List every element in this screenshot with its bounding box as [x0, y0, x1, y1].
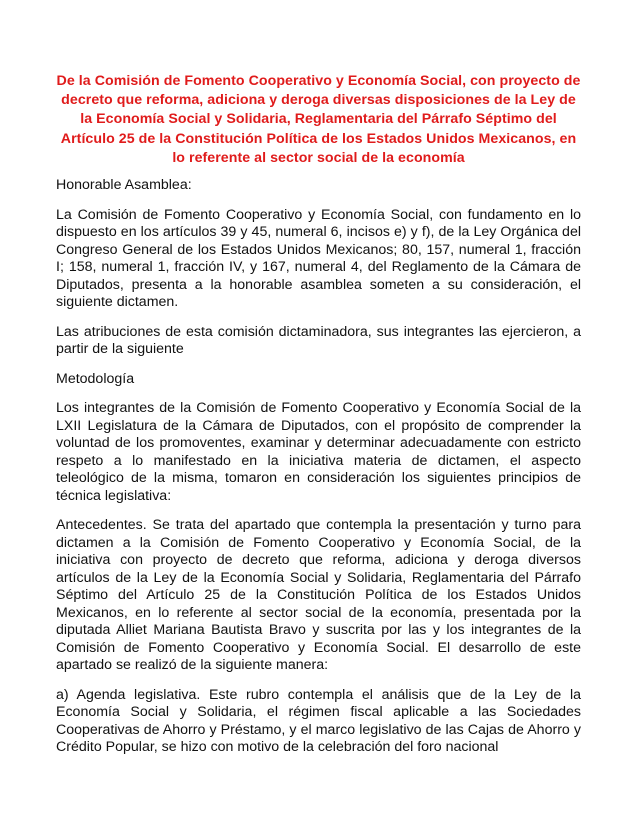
section-heading-metodologia: Metodología	[56, 370, 135, 387]
body-paragraph: La Comisión de Fomento Cooperativo y Economía Social, con fundamento en lo dispuesto en los artículos 39 y 45, numeral 6, incisos e) y f), de la Ley Orgánica del Congreso General de los Estados Unidos Mexicanos; 80, 157, numeral 1, fracción I; 158, numeral 1, fracción IV, y 167, numeral 4, del Reglamento de la Cámara de Diputados, presenta a la honorable asamblea someten a su consideración, el siguiente dictamen.	[56, 206, 581, 311]
body-paragraph: Las atribuciones de esta comisión dictaminadora, sus integrantes las ejercieron, a partir de la siguiente	[56, 323, 581, 358]
document-title: De la Comisión de Fomento Cooperativo y Economía Social, con proyecto de decreto que reforma, adiciona y deroga diversas disposiciones de la Ley de la Economía Social y Solidaria, Reglamentaria del Párrafo Séptimo del Artículo 25 de la Constitución Política de los Estados Unidos Mexicanos, en lo referente al sector social de la economía	[56, 73, 581, 166]
body-paragraph: a) Agenda legislativa. Este rubro contempla el análisis que de la Ley de la Economía Social y Solidaria, el régimen fiscal aplicable a las Sociedades Cooperativas de Ahorro y Préstamo, y el marco legislativo de las Cajas de Ahorro y Crédito Popular, se hizo con motivo de la celebración del foro nacional	[56, 686, 581, 756]
document-page	[56, 72, 581, 757]
body-paragraph: Los integrantes de la Comisión de Fomento Cooperativo y Economía Social de la LXII Legislatura de la Cámara de Diputados, con el propósito de comprender la voluntad de los promoventes, examinar y determinar adecuadamente con estricto respeto a lo manifestado en la iniciativa materia de dictamen, el aspecto teleológico de la misma, tomaron en consideración los siguientes principios de técnica legislativa:	[56, 400, 581, 504]
body-paragraph: Antecedentes. Se trata del apartado que contempla la presentación y turno para dictamen a la Comisión de Fomento Cooperativo y Economía Social, de la iniciativa con proyecto de decreto que reforma, adiciona y deroga diversos artículos de la Ley de la Economía Social y Solidaria, Reglamentaria del Párrafo Séptimo del Artículo 25 de la Constitución Política de los Estados Unidos Mexicanos, en lo referente al sector social de la economía, presentada por la diputada Alliet Mariana Bautista Bravo y suscrita por las y los integrantes de la Comisión de Fomento Cooperativo y Economía Social. El desarrollo de este apartado se realizó de la siguiente manera:	[56, 517, 581, 674]
salutation: Honorable Asamblea:	[56, 177, 192, 194]
